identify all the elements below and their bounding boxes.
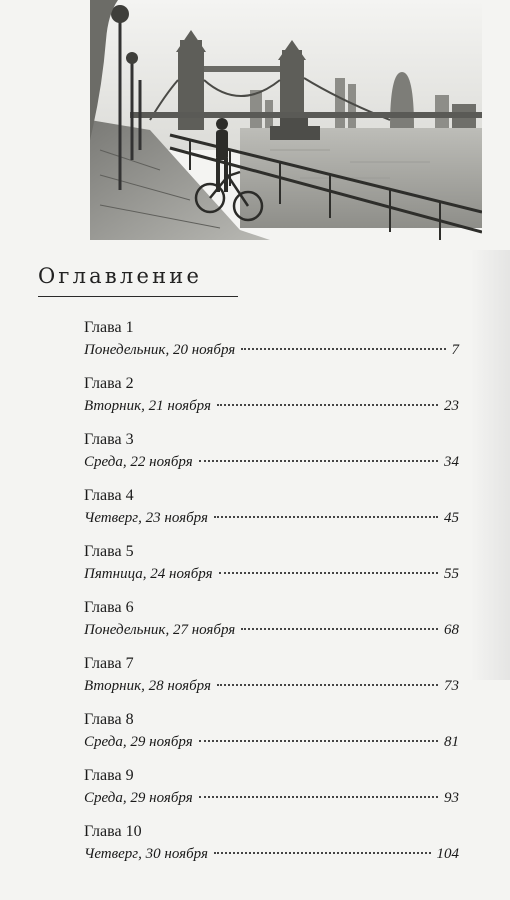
dot-leader [241, 348, 445, 350]
toc-entry[interactable] [84, 710, 459, 760]
chapter-title: Глава 8 [84, 711, 134, 728]
page-number: 23 [444, 398, 459, 414]
chapter-subtitle: Среда, 22 ноября [84, 454, 193, 470]
toc-entry[interactable] [84, 486, 459, 536]
toc-entry[interactable] [84, 542, 459, 592]
chapter-title: Глава 3 [84, 431, 134, 448]
toc-heading-block [38, 262, 238, 297]
toc-entry[interactable] [84, 654, 459, 704]
toc-entry[interactable] [84, 318, 459, 368]
toc-entry[interactable] [84, 374, 459, 424]
toc-entry[interactable] [84, 822, 459, 872]
page-number: 55 [444, 566, 459, 582]
chapter-title: Глава 5 [84, 543, 134, 560]
chapter-title: Глава 1 [84, 319, 134, 336]
chapter-subtitle: Вторник, 21 ноября [84, 398, 211, 414]
chapter-subtitle: Четверг, 30 ноября [84, 846, 208, 862]
chapter-title: Глава 4 [84, 487, 134, 504]
dot-leader [241, 628, 438, 630]
chapter-title: Глава 10 [84, 823, 142, 840]
heading-underline [38, 296, 238, 297]
chapter-subtitle: Четверг, 23 ноября [84, 510, 208, 526]
tower-bridge-illustration [90, 0, 482, 240]
chapter-title: Глава 2 [84, 375, 134, 392]
chapter-subtitle: Пятница, 24 ноября [84, 566, 213, 582]
toc-subtitle-row [84, 676, 459, 696]
dot-leader [214, 516, 438, 518]
chapter-subtitle: Вторник, 28 ноября [84, 678, 211, 694]
dot-leader [217, 684, 438, 686]
chapter-title: Глава 7 [84, 655, 134, 672]
dot-leader [219, 572, 438, 574]
toc-subtitle-row [84, 732, 459, 752]
toc-subtitle-row [84, 788, 459, 808]
bleed-through-shadow [470, 250, 510, 680]
toc-subtitle-row [84, 564, 459, 584]
page-number: 81 [444, 734, 459, 750]
toc-heading: Оглавление [38, 264, 203, 288]
page-number: 34 [444, 454, 459, 470]
toc-entry[interactable] [84, 430, 459, 480]
toc-subtitle-row [84, 396, 459, 416]
chapter-subtitle: Среда, 29 ноября [84, 790, 193, 806]
chapter-subtitle: Среда, 29 ноября [84, 734, 193, 750]
chapter-title: Глава 6 [84, 599, 134, 616]
toc-subtitle-row [84, 620, 459, 640]
dot-leader [199, 740, 438, 742]
toc-entry[interactable] [84, 598, 459, 648]
chapter-subtitle: Понедельник, 20 ноября [84, 342, 236, 358]
toc-subtitle-row [84, 508, 459, 528]
page-number: 68 [444, 622, 459, 638]
dot-leader [217, 404, 438, 406]
page-number: 7 [451, 342, 459, 358]
toc-subtitle-row [84, 844, 459, 864]
toc-entry[interactable] [84, 766, 459, 816]
chapter-subtitle: Понедельник, 27 ноября [84, 622, 236, 638]
dot-leader [199, 796, 438, 798]
chapter-title: Глава 9 [84, 767, 134, 784]
page-number: 93 [444, 790, 459, 806]
page-number: 73 [444, 678, 459, 694]
toc-subtitle-row [84, 452, 459, 472]
page-number: 104 [436, 846, 459, 862]
dot-leader [214, 852, 431, 854]
toc-subtitle-row [84, 340, 459, 360]
page-number: 45 [444, 510, 459, 526]
dot-leader [199, 460, 438, 462]
